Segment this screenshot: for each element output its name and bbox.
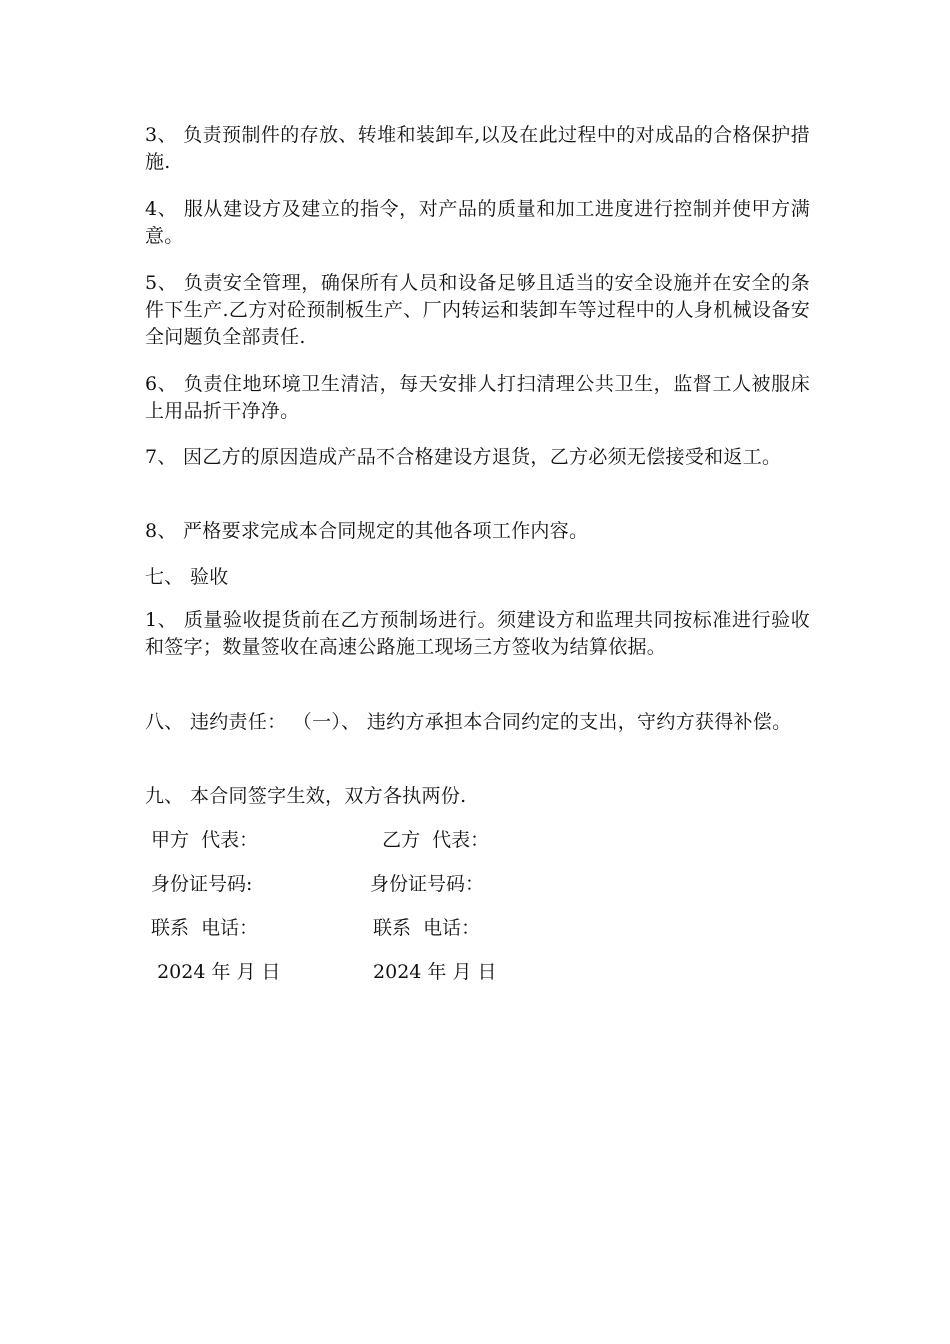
party-a-rep: 甲方 代表： <box>145 829 259 851</box>
party-a-id: 身份证号码: <box>145 873 253 895</box>
party-b-rep: 乙方 代表： <box>370 829 490 851</box>
party-b-id: 身份证号码： <box>370 873 485 895</box>
clause-6: 6、 负责住地环境卫生清洁，每天安排人打扫清理公共卫生，监督工人被服床上用品折干净净。 <box>145 373 810 422</box>
clause-4: 4、 服从建设方及建立的指令，对产品的质量和加工进度进行控制并使甲方满意。 <box>145 198 810 247</box>
party-a-date: 2024 年 月 日 <box>145 961 281 983</box>
clause-5: 5、 负责安全管理，确保所有人员和设备足够且适当的安全设施并在安全的条件下生产.乙方对砼预制板生产、厂内转运和装卸车等过程中的人身机械设备安全问题负全部责任. <box>145 272 810 348</box>
section-7-item-1: 1、 质量验收提货前在乙方预制场进行。须建设方和监理共同按标准进行验收和签字；数量签收在高速公路施工现场三方签收为结算依据。 <box>145 609 810 658</box>
party-b-phone: 联系 电话： <box>367 917 481 939</box>
party-b-date: 2024 年 月 日 <box>367 961 497 983</box>
section-9-effect: 九、 本合同签字生效，双方各执两份. <box>145 785 467 807</box>
section-7-heading: 七、 验收 <box>145 566 229 588</box>
clause-8: 8、 严格要求完成本合同规定的其他各项工作内容。 <box>145 520 589 542</box>
section-8-breach: 八、 违约责任： （一）、 违约方承担本合同约定的支出，守约方获得补偿。 <box>145 711 792 733</box>
party-a-phone: 联系 电话： <box>145 917 259 939</box>
clause-3: 3、 负责预制件的存放、转堆和装卸车,以及在此过程中的对成品的合格保护措施. <box>145 124 810 173</box>
clause-7: 7、 因乙方的原因造成产品不合格建设方退货，乙方必须无偿接受和返工。 <box>145 446 782 468</box>
